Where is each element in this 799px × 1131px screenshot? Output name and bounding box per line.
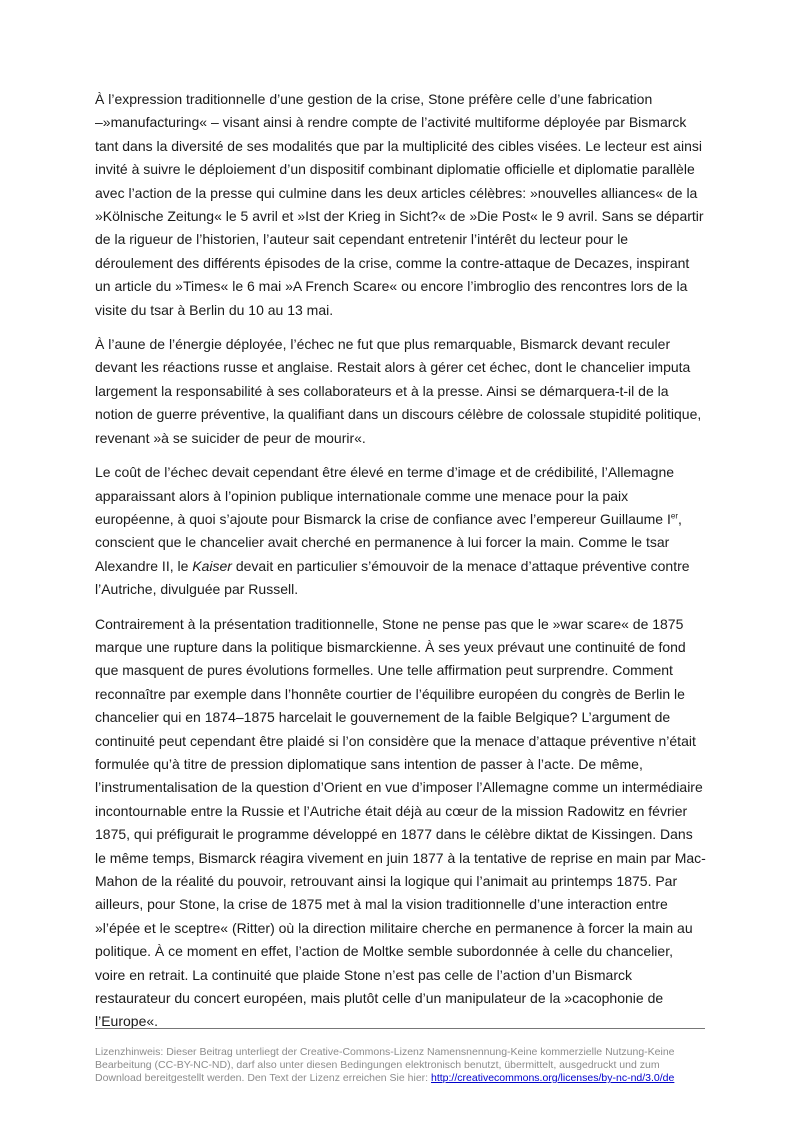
- paragraph-4: Contrairement à la présentation traditionnelle, Stone ne pense pas que le »war scare« de 1875 marque une rupture dans la politique bismarckienne. À ses yeux prévaut une continuité de fond que masquent de pures évolutions formelles. Une telle affirmation peut surprendre. Comment reconnaître par exemple dans l’honnête courtier de l’équilibre européen du congrès de Berlin le chancelier qui en 1874–1875 harcelait le gouvernement de la faible Belgique? L’argument de continuité peut cependant être plaidé si l’on considère que la menace d’attaque préventive n’était formulée qu’à titre de pression diplomatique sans intention de passer à l’acte. De même, l’instrumentalisation de la question d’Orient en vue d’imposer l’Allemagne comme un intermédiaire incontournable entre la Russie et l’Autriche était déjà au cœur de la mission Radowitz en février 1875, qui préfigurait le programme développé en 1877 dans le célèbre diktat de Kissingen. Dans le même temps, Bismarck réagira vivement en juin 1877 à la tentative de reprise en main par Mac-Mahon de la réalité du pouvoir, retrouvant ainsi la logique qui l’animait au printemps 1875. Par ailleurs, pour Stone, la crise de 1875 met à mal la vision traditionnelle d’une interaction entre »l’épée et le sceptre« (Ritter) où la direction militaire cherche en permanence à forcer la main au politique. À ce moment en effet, l’action de Moltke semble subordonnée à celle du chancelier, voire en retrait. La continuité que plaide Stone n’est pas celle de l’action d’un Bismarck restaurateur du concert européen, mais plutôt celle d’un manipulateur de la »cacophonie de l’Europe«.: [95, 615, 706, 1030]
- kaiser-italic: Kaiser: [192, 557, 232, 574]
- paragraph-3-part-a: Le coût de l’échec devait cependant être élevé en terme d’image et de crédibilité, l’Allemagne apparaissant alors à l’opinion publique internationale comme une menace pour la paix européenne, à quoi s’ajoute pour Bismarck la crise de confiance avec l’empereur Guillaume I: [95, 464, 675, 527]
- license-notice: [95, 1046, 707, 1085]
- paragraph-3: [95, 461, 707, 601]
- license-text: Lizenzhinweis: Dieser Beitrag unterliegt der Creative-Commons-Lizenz Namensnennung-Keine kommerzielle Nutzung-Keine Bearbeitung (CC-BY-NC-ND), darf also unter diesen Bedingungen elektronisch benutzt, übermittelt, ausgedruckt und zum Download bereitgestellt werden. Den Text der Lizenz erreichen Sie hier:: [95, 1046, 675, 1084]
- license-link[interactable]: http://creativecommons.org/licenses/by-nc-nd/3.0/de: [431, 1072, 675, 1084]
- footer-divider: [95, 1028, 705, 1029]
- superscript-er: er: [670, 511, 678, 521]
- paragraph-3-part-b: , conscient que le chancelier avait cherché en permanence à lui forcer la main. Comme le tsar Alexandre II, le: [95, 510, 682, 574]
- paragraph-1: À l’expression traditionnelle d’une gestion de la crise, Stone préfère celle d’une fabrication –»manufacturing« – visant ainsi à rendre compte de l’activité multiforme déployée par Bismarck tant dans la diversité de ses modalités que par la multiplicité des cibles visées. Le lecteur est ainsi invité à suivre le déploiement d’un dispositif combinant diplomatie officielle et diplomatie parallèle avec l’action de la presse qui culmine dans les deux articles célèbres: »nouvelles alliances« de la »Kölnische Zeitung« le 5 avril et »Ist der Krieg in Sicht?« de »Die Post« le 9 avril. Sans se départir de la rigueur de l’historien, l’auteur sait cependant entretenir l’intérêt du lecteur pour le déroulement des différents épisodes de la crise, comme la contre-attaque de Decazes, inspirant un article du »Times« le 6 mai »A French Scare« ou encore l’imbroglio des rencontres lors de la visite du tsar à Berlin du 10 au 13 mai.: [95, 91, 704, 318]
- paragraph-2: À l’aune de l’énergie déployée, l’échec ne fut que plus remarquable, Bismarck devant reculer devant les réactions russe et anglaise. Restait alors à gérer cet échec, dont le chancelier imputa largement la responsabilité à ses collaborateurs et à la presse. Ainsi se démarquera-t-il de la notion de guerre préventive, la qualifiant dans un discours célèbre de colossale stupidité politique, revenant »à se suicider de peur de mourir«.: [95, 336, 702, 446]
- document-body: [95, 88, 707, 1045]
- paragraph-3-part-c: devait en particulier s’émouvoir de la menace d’attaque préventive contre l’Autriche, divulguée par Russell.: [95, 557, 690, 598]
